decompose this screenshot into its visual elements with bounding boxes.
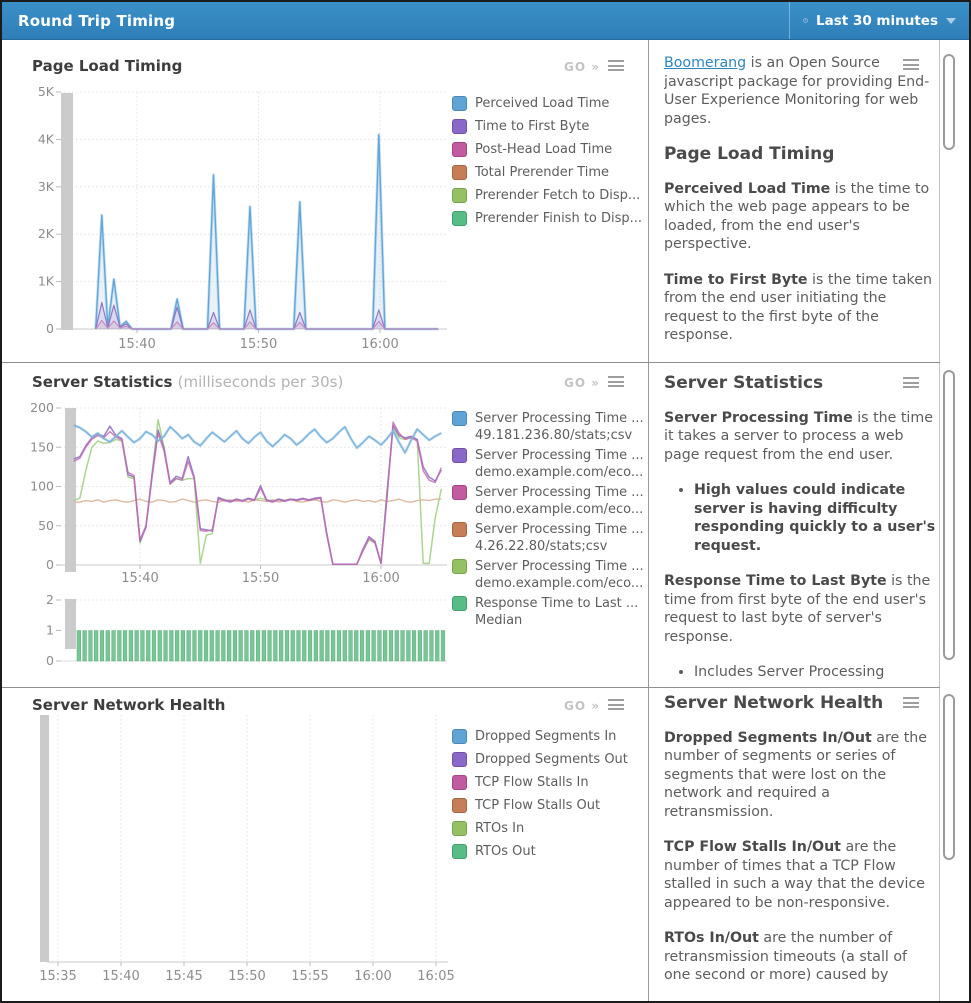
- go-button[interactable]: GO »: [564, 60, 600, 74]
- svg-text:100: 100: [30, 478, 54, 494]
- legend-item[interactable]: [452, 410, 652, 444]
- legend-swatch-icon: [452, 165, 467, 180]
- legend-label: TCP Flow Stalls Out: [475, 798, 601, 813]
- server-network-health-legend: [452, 728, 652, 866]
- legend-label: Dropped Segments Out: [475, 752, 628, 767]
- server-statistics-legend: [452, 410, 652, 632]
- legend-item[interactable]: [452, 521, 652, 555]
- legend-swatch-icon: [452, 211, 467, 226]
- desc-term: Perceived Load Time: [664, 180, 831, 197]
- svg-text:15:50: 15:50: [228, 969, 266, 984]
- legend-item[interactable]: [452, 774, 652, 791]
- legend-label: Total Prerender Time: [475, 165, 609, 180]
- legend-item[interactable]: [452, 164, 652, 181]
- desc-text: are the number of times that a TCP Flow stalled in such a way that the device appeared to be non-responsive.: [664, 839, 926, 911]
- legend-item[interactable]: [452, 843, 652, 860]
- go-button[interactable]: GO »: [564, 376, 600, 390]
- legend-swatch-icon: [452, 596, 467, 611]
- legend-swatch-icon: [452, 844, 467, 859]
- legend-label: Server Processing Time ... demo.example.com/eco...: [475, 559, 644, 591]
- desc-paragraph: [664, 572, 936, 646]
- svg-text:15:40: 15:40: [121, 571, 159, 586]
- desc-bullet-list: [664, 481, 936, 555]
- desc-paragraph: [664, 729, 936, 822]
- legend-item[interactable]: [452, 797, 652, 814]
- legend-item[interactable]: [452, 484, 652, 518]
- svg-text:16:00: 16:00: [354, 969, 392, 984]
- legend-sublabel: demo.example.com/eco...: [475, 502, 644, 517]
- legend-item[interactable]: [452, 118, 652, 135]
- desc-text: are the number of retransmission timeouts (a stall of one second or more) caused by: [664, 930, 908, 983]
- legend-label: RTOs Out: [475, 844, 536, 859]
- svg-text:0: 0: [46, 321, 54, 336]
- desc-text: is the time it takes a server to process a web page request from the end user.: [664, 409, 933, 463]
- section-divider: [2, 687, 940, 688]
- svg-text:2K: 2K: [37, 226, 54, 242]
- legend-swatch-icon: [452, 559, 467, 574]
- desc-paragraph: [664, 180, 936, 254]
- legend-item[interactable]: [452, 95, 652, 112]
- desc-text: Includes Server Processing: [694, 664, 885, 680]
- svg-text:2: 2: [46, 594, 54, 607]
- scrollbar-thumb[interactable]: [943, 370, 955, 660]
- svg-text:200: 200: [30, 400, 54, 415]
- legend-label: Prerender Finish to Disp...: [475, 211, 643, 226]
- svg-text:15:45: 15:45: [165, 969, 203, 984]
- legend-label: Server Processing Time ... demo.example.com/eco...: [475, 485, 644, 517]
- legend-item[interactable]: [452, 558, 652, 592]
- description-menu-icon[interactable]: [903, 697, 919, 711]
- legend-label: RTOs In: [475, 821, 525, 836]
- desc-heading: Server Network Health: [664, 693, 884, 713]
- desc-heading: Page Load Timing: [664, 144, 835, 164]
- legend-label: Time to First Byte: [475, 119, 590, 134]
- description-panel: [664, 372, 936, 682]
- go-button[interactable]: GO »: [564, 699, 600, 713]
- legend-swatch-icon: [452, 752, 467, 767]
- legend-item[interactable]: [452, 595, 652, 629]
- desc-term: Dropped Segments In/Out: [664, 729, 872, 746]
- legend-swatch-icon: [452, 411, 467, 426]
- svg-text:0: 0: [46, 653, 54, 666]
- legend-item[interactable]: [452, 187, 652, 204]
- section-divider: [2, 362, 940, 363]
- desc-term: Time to First Byte: [664, 271, 808, 288]
- legend-item[interactable]: [452, 447, 652, 481]
- legend-swatch-icon: [452, 522, 467, 537]
- boomerang-link[interactable]: Boomerang: [664, 55, 747, 71]
- desc-term: TCP Flow Stalls In/Out: [664, 839, 841, 855]
- legend-label: Server Processing Time ... 49.181.236.80/stats;csv: [475, 411, 644, 443]
- legend-sublabel: demo.example.com/eco...: [475, 465, 644, 480]
- response-time-median-chart[interactable]: [24, 594, 454, 666]
- scrollbar-thumb[interactable]: [943, 694, 955, 860]
- svg-text:0: 0: [46, 557, 54, 572]
- description-panel: [664, 692, 936, 1002]
- legend-label: Perceived Load Time: [475, 96, 610, 111]
- legend-label: Post-Head Load Time: [475, 142, 613, 157]
- legend-sublabel: 49.181.236.80/stats;csv: [475, 428, 633, 443]
- panel-subtitle: (milliseconds per 30s): [177, 373, 344, 391]
- desc-term: High values could indicate server is having difficulty responding quickly to a user's request.: [694, 482, 936, 554]
- legend-item[interactable]: [452, 751, 652, 768]
- panel-title-server-network-health: Server Network Health: [32, 696, 226, 714]
- desc-heading: Server Statistics: [664, 373, 824, 393]
- svg-text:15:50: 15:50: [241, 571, 280, 586]
- desc-bullet: [694, 663, 936, 682]
- svg-text:1K: 1K: [37, 273, 54, 289]
- legend-swatch-icon: [452, 448, 467, 463]
- desc-text: is the time taken from the end user initiating the request to the first byte of the response.: [664, 271, 932, 343]
- desc-text: is an Open Source javascript package for providing End-User Experience Monitoring for web pages.: [664, 55, 930, 127]
- desc-paragraph: [664, 929, 936, 985]
- legend-label: Response Time to Last ... Median: [475, 596, 639, 628]
- legend-swatch-icon: [452, 729, 467, 744]
- svg-text:15:55: 15:55: [291, 969, 329, 984]
- svg-text:16:05: 16:05: [417, 969, 455, 984]
- legend-label: TCP Flow Stalls In: [475, 775, 589, 790]
- dropdown-caret-icon: [946, 18, 956, 24]
- clock-icon: [803, 13, 808, 28]
- svg-text:16:00: 16:00: [361, 337, 399, 352]
- svg-text:16:00: 16:00: [362, 571, 400, 586]
- description-panel: [664, 54, 936, 360]
- desc-text: are the number of segments or series of segments that were lost on the network and required a retransmission.: [664, 729, 927, 820]
- legend-label: Server Processing Time ... demo.example.com/eco...: [475, 448, 644, 480]
- legend-swatch-icon: [452, 798, 467, 813]
- description-menu-icon[interactable]: [903, 377, 919, 391]
- panel-menu-icon[interactable]: [608, 699, 624, 713]
- legend-sublabel: demo.example.com/eco...: [475, 576, 644, 591]
- legend-swatch-icon: [452, 821, 467, 836]
- svg-text:150: 150: [30, 439, 54, 455]
- panel-menu-icon[interactable]: [608, 60, 624, 74]
- legend-swatch-icon: [452, 142, 467, 157]
- desc-bullet: [694, 481, 936, 555]
- svg-text:5K: 5K: [37, 86, 54, 99]
- desc-text: is the time from first byte of the end user's request to last byte of server's response.: [664, 573, 931, 645]
- legend-sublabel: 4.26.22.80/stats;csv: [475, 539, 608, 554]
- desc-paragraph: [664, 54, 936, 128]
- legend-label: Server Processing Time ... 4.26.22.80/stats;csv: [475, 522, 644, 554]
- legend-item[interactable]: [452, 141, 652, 158]
- titlebar: [2, 2, 969, 40]
- server-statistics-chart[interactable]: [24, 400, 454, 592]
- legend-swatch-icon: [452, 775, 467, 790]
- desc-text: is the time to which the web page appears to be loaded, from the end user's perspective.: [664, 180, 930, 252]
- svg-text:15:40: 15:40: [118, 337, 156, 352]
- legend-swatch-icon: [452, 96, 467, 111]
- desc-term: RTOs In/Out: [664, 930, 759, 946]
- legend-label: Prerender Fetch to Disp...: [475, 188, 641, 203]
- scrollbar-thumb[interactable]: [943, 54, 955, 150]
- legend-item[interactable]: [452, 820, 652, 837]
- legend-item[interactable]: [452, 210, 652, 227]
- svg-text:15:35: 15:35: [39, 969, 77, 984]
- time-range-label: Last 30 minutes: [816, 12, 938, 29]
- description-divider: [939, 40, 940, 1003]
- svg-text:4K: 4K: [37, 131, 54, 147]
- legend-item[interactable]: [452, 728, 652, 745]
- panel-title-page-load-timing: Page Load Timing: [32, 57, 183, 75]
- desc-bullet-list: [664, 663, 936, 682]
- svg-text:3K: 3K: [37, 178, 54, 194]
- server-network-health-chart[interactable]: [20, 707, 456, 999]
- time-range-dropdown[interactable]: [789, 2, 969, 39]
- desc-term: Server Processing Time: [664, 409, 853, 426]
- desc-paragraph: [664, 838, 936, 912]
- svg-text:50: 50: [38, 517, 54, 533]
- svg-text:15:40: 15:40: [102, 969, 140, 984]
- panel-menu-icon[interactable]: [608, 376, 624, 390]
- svg-text:15:50: 15:50: [239, 337, 278, 352]
- legend-label: Dropped Segments In: [475, 729, 617, 744]
- legend-swatch-icon: [452, 119, 467, 134]
- page-load-timing-chart[interactable]: [24, 86, 454, 358]
- description-menu-icon[interactable]: [903, 59, 919, 73]
- desc-paragraph: [664, 409, 936, 465]
- page-title: Round Trip Timing: [18, 12, 176, 30]
- desc-term: Response Time to Last Byte: [664, 573, 887, 589]
- legend-swatch-icon: [452, 188, 467, 203]
- desc-paragraph: [664, 271, 936, 345]
- svg-text:1: 1: [46, 622, 54, 638]
- page-load-timing-legend: [452, 95, 652, 233]
- legend-swatch-icon: [452, 485, 467, 500]
- panel-title-server-statistics: Server Statistics (milliseconds per 30s): [32, 373, 344, 391]
- legend-sublabel: Median: [475, 613, 523, 628]
